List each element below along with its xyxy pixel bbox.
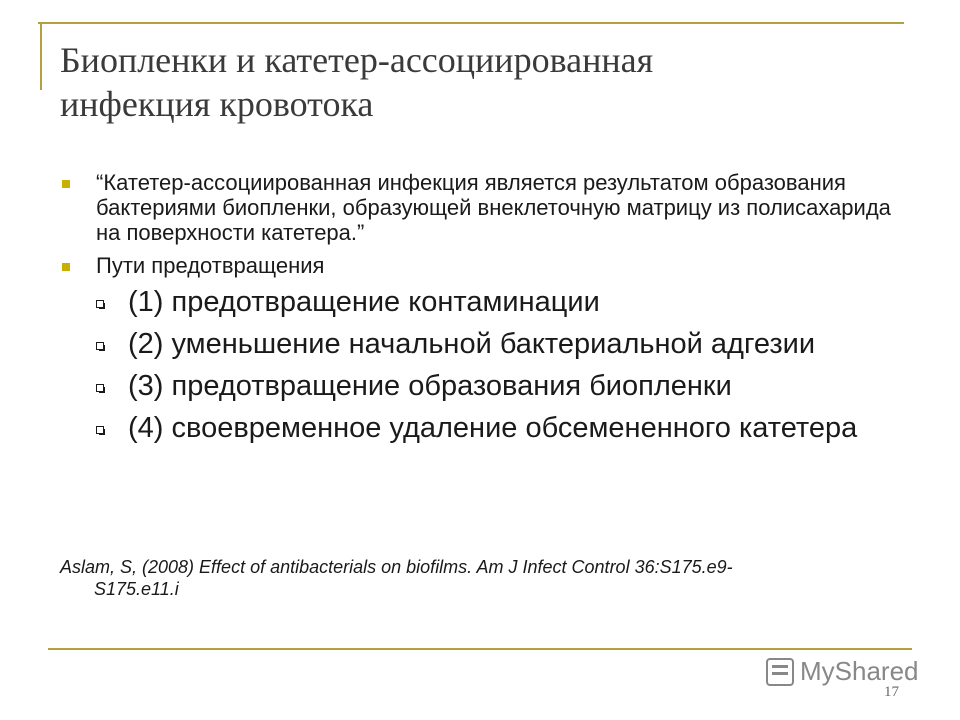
bullet-quote <box>60 170 920 245</box>
checkbox-bullet-icon <box>96 384 104 392</box>
bullet-text: “Катетер-ассоциированная инфекция является результатом образования бактериями биопленки, образующей внеклеточную матрицу из полисахарида на поверхности катетера.” <box>96 170 891 245</box>
subbullet-3 <box>60 370 920 402</box>
square-bullet-icon <box>62 263 70 271</box>
subbullet-text: (2) уменьшение начальной бактериальной адгезии <box>128 328 816 360</box>
citation <box>60 556 880 600</box>
subbullet-2 <box>60 328 920 360</box>
top-rule <box>38 22 904 24</box>
subbullet-text: (1) предотвращение контаминации <box>128 286 600 318</box>
presentation-icon <box>766 658 794 686</box>
checkbox-bullet-icon <box>96 342 104 350</box>
bullet-text: Пути предотвращения <box>96 253 325 278</box>
watermark-text: MyShared <box>800 656 919 686</box>
subbullet-1 <box>60 286 920 318</box>
square-bullet-icon <box>62 180 70 188</box>
subbullet-text: (4) своевременное удаление обсемененного катетера <box>128 412 858 444</box>
left-rule <box>40 22 42 90</box>
citation-line-2: S175.e11.i <box>94 579 179 599</box>
checkbox-bullet-icon <box>96 300 104 308</box>
bullet-prevention <box>60 253 920 278</box>
page-number: 17 <box>884 684 899 700</box>
checkbox-bullet-icon <box>96 426 104 434</box>
bottom-rule <box>48 648 912 650</box>
title-line-1: Биопленки и катетер-ассоциированная <box>60 40 654 80</box>
subbullet-4 <box>60 412 920 444</box>
watermark-logo <box>766 656 919 687</box>
slide-title <box>60 38 880 126</box>
title-line-2: инфекция кровотока <box>60 84 374 124</box>
slide-content <box>60 170 920 454</box>
citation-line-1: Aslam, S, (2008) Effect of antibacterials on biofilms. Am J Infect Control 36:S175.e9- <box>60 557 733 577</box>
subbullet-text: (3) предотвращение образования биопленки <box>128 370 732 402</box>
